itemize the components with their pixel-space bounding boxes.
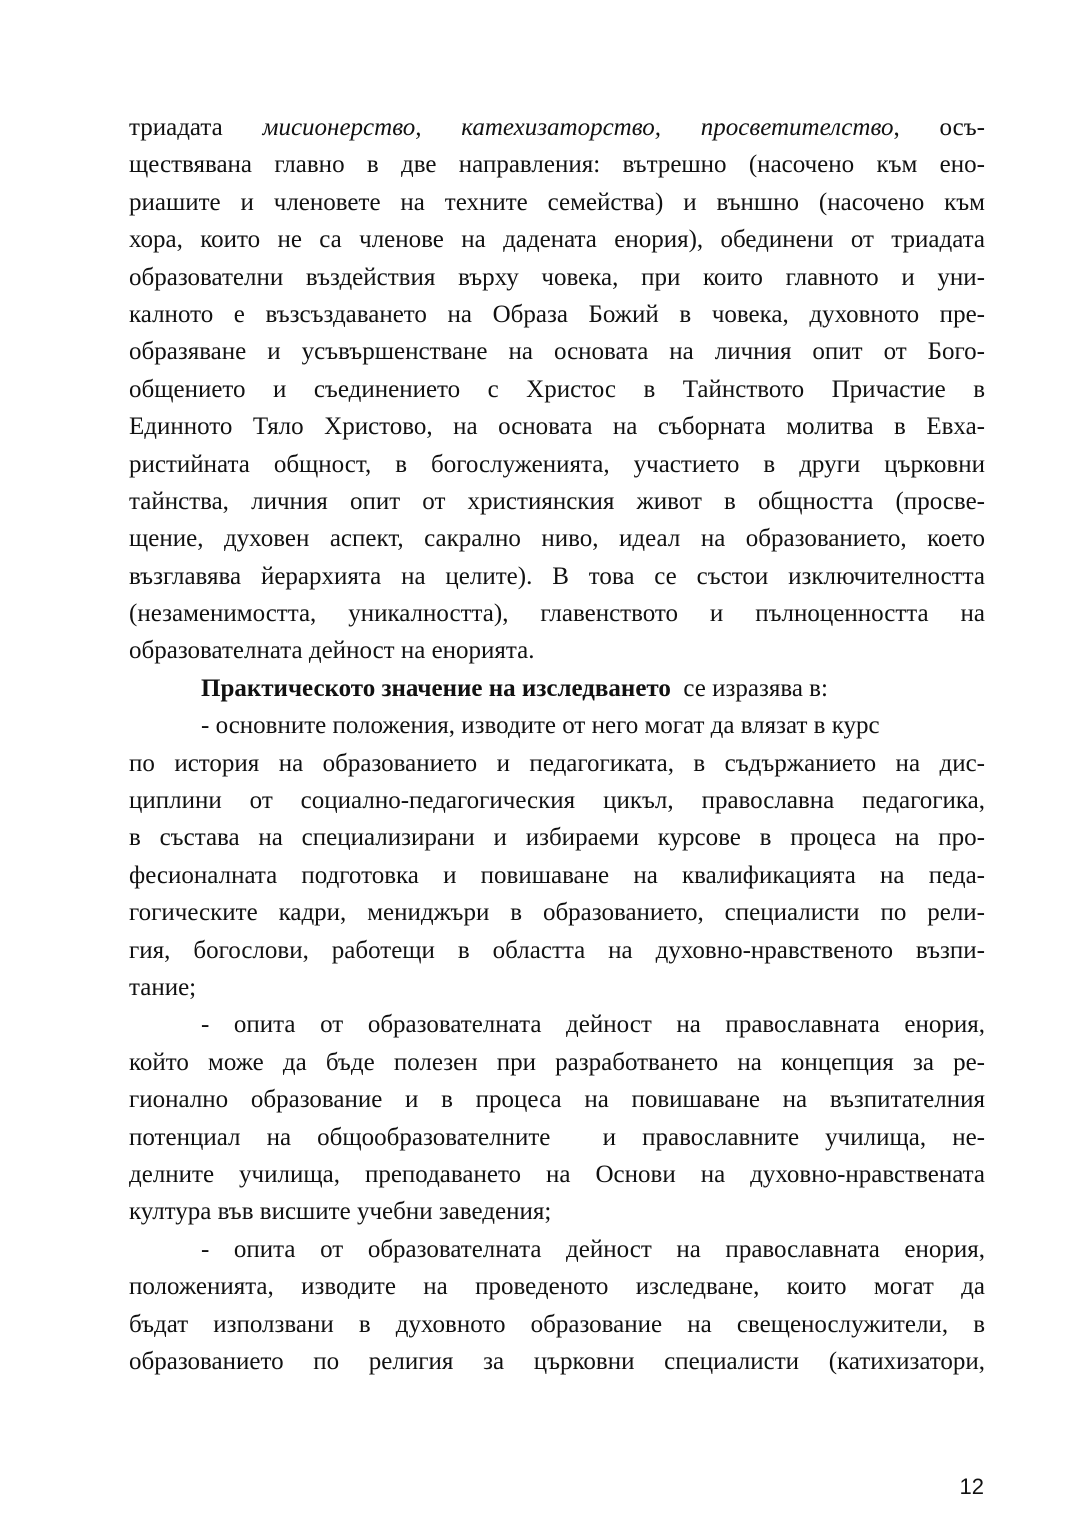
text-run: , осъ- — [893, 114, 985, 141]
list-item-line: образованието по религия за църковни специалисти (катихизатори, — [129, 1347, 985, 1375]
list-item-line: делните училища, преподаването на Основи на духовно-нравствената — [129, 1160, 985, 1188]
page-number: 12 — [959, 1474, 984, 1499]
text-run: триадата — [129, 114, 263, 141]
paragraph-line: образователната дейност на енорията. — [129, 637, 535, 665]
paragraph-line: калното е възсъздаването на Образа Божий в човека, духовното пре- — [129, 300, 985, 328]
list-item-line: тание; — [129, 973, 197, 1001]
paragraph-line: (незаменимостта, уникалността), главенството и пълноценността на — [129, 600, 985, 628]
list-item-line: фесионалната подготовка и повишаване на квалификацията на педа- — [129, 861, 985, 889]
list-item-line: - опита от образователната дейност на православната енория, — [201, 1235, 985, 1263]
paragraph-line: щение, духовен аспект, сакрално ниво, идеал на образованието, което — [129, 525, 985, 553]
practical-significance-heading: Практическото значение на изследването — [201, 674, 671, 702]
paragraph-line: хора, които не са членове на дадената енория), обединени от триадата — [129, 226, 985, 254]
text-run: се изразява в: — [670, 674, 828, 702]
list-item-line: гионално образование и в процеса на повишаване на възпитателния — [129, 1086, 985, 1114]
list-item-line: - опита от образователната дейност на православната енория, — [201, 1011, 985, 1039]
paragraph-line: образователни въздействия върху човека, при които главното и уни- — [129, 263, 985, 291]
list-item-line: положенията, изводите на проведеното изследване, които могат да — [129, 1273, 985, 1301]
paragraph-line: ществявана главно в две направления: вътрешно (насочено към ено- — [129, 151, 985, 179]
paragraph-line: риашите и членовете на техните семейства) и външно (насочено към — [129, 188, 985, 216]
italic-triad: мисионерство, катехизаторство, просветителство — [262, 114, 894, 141]
paragraph-line: ристийната общност, в богослуженията, участието в други църковни — [129, 450, 985, 478]
list-item-line: гия, богослови, работещи в областта на духовно-нравственото възпи- — [129, 936, 985, 964]
text-body — [129, 109, 985, 1380]
list-item-line: по история на образованието и педагогиката, в съдържанието на дис- — [129, 749, 985, 777]
list-item-line: - основните положения, изводите от него могат да влязат в курс — [201, 712, 880, 740]
list-item-line: гогическите кадри, мениджъри в образованието, специалисти по рели- — [129, 899, 985, 927]
paragraph-line: Единното Тяло Христово, на основата на съборната молитва в Евха- — [129, 413, 985, 441]
list-item-line: който може да бъде полезен при разработването на концепция за ре- — [129, 1048, 985, 1076]
list-item-line: бъдат използвани в духовното образование на свещенослужители, в — [129, 1310, 985, 1338]
list-item-line: култура във висшите учебни заведения; — [129, 1198, 552, 1226]
paragraph-line: възглавява йерархията на целите). В това се състои изключителността — [129, 562, 985, 590]
paragraph-line: общението и съединението с Христос в Тайнството Причастие в — [129, 375, 985, 403]
list-item-line: в състава на специализирани и избираеми курсове в процеса на про- — [129, 824, 985, 852]
paragraph-line — [129, 109, 985, 146]
practical-significance-line — [129, 670, 985, 707]
list-item-line: потенциал на общообразователните и православните училища, не- — [129, 1123, 985, 1151]
paragraph-line: образяване и усъвършенстване на основата на личния опит от Бого- — [129, 338, 985, 366]
list-item-line: циплини от социално-педагогическия цикъл, православна педагогика, — [129, 787, 985, 815]
paragraph-line: тайнства, личния опит от християнския живот в общността (просве- — [129, 487, 985, 515]
